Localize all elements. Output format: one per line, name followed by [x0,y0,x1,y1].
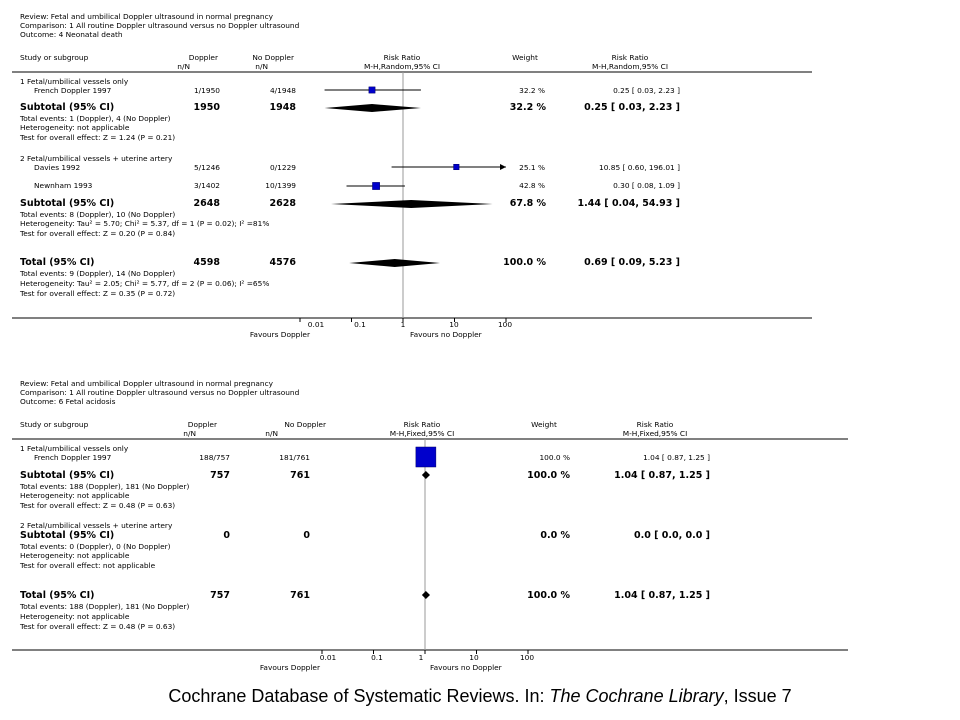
col-risk-ratio-2-sub: M-H,Random,95% CI [591,62,668,71]
study-square [454,164,460,170]
caption-issue: , Issue 7 [723,686,792,706]
pooled-diamond [349,259,440,267]
total-label: Total (95% CI) [20,590,95,601]
note: Total events: 188 (Doppler), 181 (No Doppler) [20,602,190,611]
subtotal-label: Subtotal (95% CI) [20,198,115,209]
note: Total events: 9 (Doppler), 14 (No Doppler) [20,269,176,278]
col-weight: Weight [531,420,557,429]
note: Heterogeneity: not applicable [20,551,130,560]
axis-tick-label: 10 [449,320,459,329]
note: Heterogeneity: not applicable [20,612,130,621]
group-title: 1 Fetal/umbilical vessels only [20,77,129,86]
col-no-doppler-sub: n/N [255,62,268,71]
pooled-diamond [422,591,430,599]
axis-tick-label: 0.01 [307,320,325,329]
subtotal-ci: 0.25 [ 0.03, 2.23 ] [584,102,680,113]
subtotal-doppler: 2648 [193,198,220,209]
study-doppler: 3/1402 [193,181,220,190]
subtotal-label: Subtotal (95% CI) [20,102,115,113]
col-study: Study or subgroup [20,420,89,429]
note: Test for overall effect: Z = 1.24 (P = 0.21) [20,133,176,142]
col-doppler-sub: n/N [177,62,190,71]
comparison-line: Comparison: 1 All routine Doppler ultrasound versus no Doppler ultrasound [20,21,300,30]
pooled-diamond [331,200,493,208]
study-ci: 10.85 [ 0.60, 196.01 ] [599,163,680,172]
axis-tick-label: 1 [418,653,424,662]
favours-right: Favours no Doppler [430,663,502,672]
note: Heterogeneity: not applicable [20,123,130,132]
axis-tick-label: 1 [400,320,406,329]
note: Test for overall effect: Z = 0.35 (P = 0.72) [20,289,176,298]
total-label: Total (95% CI) [20,257,95,268]
study-no-doppler: 4/1948 [269,86,296,95]
pooled-diamond [422,471,430,479]
caption-library-name: The Cochrane Library [549,686,724,706]
col-doppler: Doppler [187,420,217,429]
col-weight: Weight [512,53,538,62]
study-no-doppler: 0/1229 [269,163,296,172]
col-doppler-sub: n/N [183,429,196,438]
subtotal-ci: 1.44 [ 0.04, 54.93 ] [577,198,680,209]
study-weight: 32.2 % [519,86,545,95]
total-doppler: 4598 [193,257,220,268]
note: Heterogeneity: Tau² = 2.05; Chi² = 5.77, df = 2 (P = 0.06); I² =65% [20,279,270,288]
col-no-doppler-sub: n/N [265,429,278,438]
total-no-doppler: 761 [290,590,310,601]
subtotal-label: Subtotal (95% CI) [20,470,115,481]
axis-tick-label: 0.1 [371,653,383,662]
pooled-diamond [325,104,421,112]
col-risk-ratio-sub: M-H,Random,95% CI [363,62,440,71]
subtotal-no-doppler: 1948 [269,102,296,113]
subtotal-weight: 100.0 % [527,470,570,481]
study-square [416,447,436,467]
note: Total events: 8 (Doppler), 10 (No Doppler) [20,210,176,219]
subtotal-no-doppler: 2628 [269,198,296,209]
study-weight: 42.8 % [519,181,545,190]
total-no-doppler: 4576 [269,257,296,268]
study-name: Davies 1992 [34,163,81,172]
col-doppler: Doppler [188,53,218,62]
col-risk-ratio-2: Risk Ratio [611,53,649,62]
note: Test for overall effect: Z = 0.48 (P = 0.63) [20,622,176,631]
group-title: 2 Fetal/umbilical vessels + uterine artery [20,154,173,163]
total-weight: 100.0 % [527,590,570,601]
study-name: French Doppler 1997 [34,453,112,462]
source-caption [0,685,960,707]
favours-right: Favours no Doppler [410,330,482,339]
study-name: Newnham 1993 [34,181,93,190]
total-ci: 0.69 [ 0.09, 5.23 ] [584,257,680,268]
subtotal-doppler: 757 [210,470,230,481]
study-doppler: 1/1950 [193,86,220,95]
note: Heterogeneity: Tau² = 5.70; Chi² = 5.37, df = 1 (P = 0.02); I² =81% [20,219,270,228]
group-title: 2 Fetal/umbilical vessels + uterine artery [20,521,173,530]
col-study: Study or subgroup [20,53,89,62]
favours-left: Favours Doppler [249,330,310,339]
review-line: Review: Fetal and umbilical Doppler ultrasound in normal pregnancy [20,379,274,388]
total-doppler: 757 [210,590,230,601]
subtotal-no-doppler: 0 [303,530,310,541]
group-title: 1 Fetal/umbilical vessels only [20,444,129,453]
outcome-line: Outcome: 4 Neonatal death [20,30,123,39]
ci-arrow [500,164,506,170]
note: Heterogeneity: not applicable [20,491,130,500]
axis-tick-label: 0.1 [354,320,366,329]
note: Test for overall effect: Z = 0.20 (P = 0.84) [20,229,176,238]
study-ci: 0.25 [ 0.03, 2.23 ] [613,86,680,95]
subtotal-ci: 1.04 [ 0.87, 1.25 ] [614,470,710,481]
subtotal-ci: 0.0 [ 0.0, 0.0 ] [633,530,710,541]
study-doppler: 5/1246 [193,163,220,172]
note: Test for overall effect: Z = 0.48 (P = 0.63) [20,501,176,510]
study-name: French Doppler 1997 [34,86,112,95]
subtotal-doppler: 0 [223,530,230,541]
col-risk-ratio-sub: M-H,Fixed,95% CI [389,429,455,438]
note: Total events: 0 (Doppler), 0 (No Doppler) [20,542,171,551]
study-square [372,182,379,189]
subtotal-weight: 67.8 % [509,198,546,209]
study-ci: 0.30 [ 0.08, 1.09 ] [613,181,680,190]
col-risk-ratio-2-sub: M-H,Fixed,95% CI [622,429,688,438]
subtotal-label: Subtotal (95% CI) [20,530,115,541]
study-no-doppler: 181/761 [279,453,310,462]
axis-tick-label: 10 [469,653,479,662]
note: Test for overall effect: not applicable [20,561,156,570]
study-doppler: 188/757 [199,453,230,462]
col-no-doppler: No Doppler [284,420,326,429]
total-ci: 1.04 [ 0.87, 1.25 ] [614,590,710,601]
subtotal-weight: 0.0 % [540,530,570,541]
axis-tick-label: 0.01 [319,653,337,662]
study-ci: 1.04 [ 0.87, 1.25 ] [643,453,710,462]
comparison-line: Comparison: 1 All routine Doppler ultrasound versus no Doppler ultrasound [20,388,300,397]
review-line: Review: Fetal and umbilical Doppler ultrasound in normal pregnancy [20,12,274,21]
subtotal-doppler: 1950 [193,102,220,113]
study-no-doppler: 10/1399 [265,181,296,190]
col-risk-ratio: Risk Ratio [383,53,421,62]
caption-text: Cochrane Database of Systematic Reviews. In: [168,686,550,706]
note: Total events: 188 (Doppler), 181 (No Doppler) [20,482,190,491]
study-weight: 25.1 % [519,163,545,172]
total-weight: 100.0 % [503,257,546,268]
axis-tick-label: 100 [519,653,535,662]
axis-tick-label: 100 [497,320,513,329]
study-weight: 100.0 % [539,453,570,462]
favours-left: Favours Doppler [259,663,320,672]
col-no-doppler: No Doppler [252,53,294,62]
subtotal-weight: 32.2 % [509,102,546,113]
col-risk-ratio: Risk Ratio [403,420,441,429]
outcome-line: Outcome: 6 Fetal acidosis [20,397,116,406]
col-risk-ratio-2: Risk Ratio [636,420,674,429]
subtotal-no-doppler: 761 [290,470,310,481]
note: Total events: 1 (Doppler), 4 (No Doppler) [20,114,171,123]
study-square [369,87,375,93]
